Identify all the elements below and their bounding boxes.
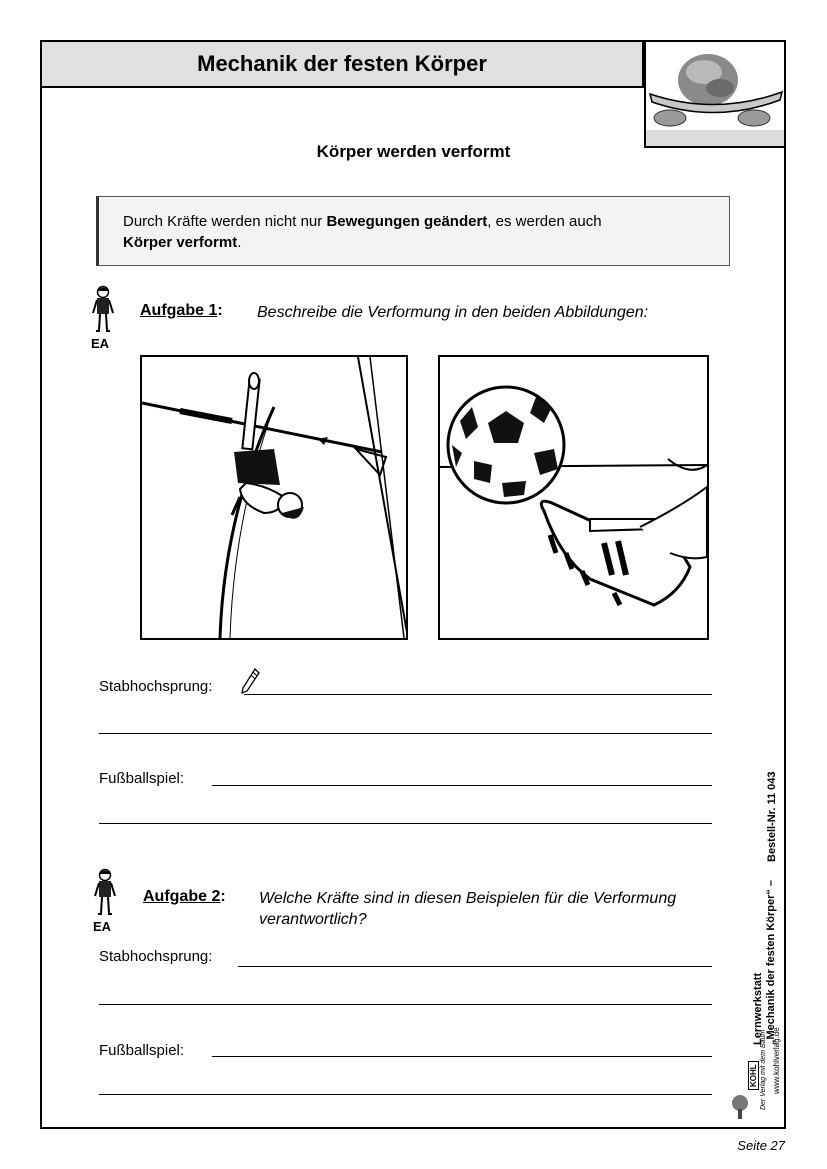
publisher-slogan: Der Verlag mit dem Baum	[760, 1029, 767, 1110]
series-label	[752, 880, 778, 1045]
student-icon	[88, 285, 118, 335]
info-text: Durch Kräfte werden nicht nur	[123, 213, 327, 230]
student-icon	[90, 868, 120, 918]
task-2-title-text: Aufgabe 2	[143, 888, 221, 905]
field-label-pole-vault: Stabhochsprung:	[99, 678, 213, 695]
field-label-soccer: Fußballspiel:	[99, 770, 185, 787]
ea-label: EA	[93, 919, 112, 934]
tree-logo-icon	[728, 1094, 750, 1120]
answer-line-2-soccer[interactable]	[99, 823, 712, 824]
answer-line-4-pole-vault[interactable]	[99, 1004, 712, 1005]
answer-line-3-pole-vault[interactable]	[238, 966, 712, 967]
task-2-colon: :	[220, 888, 226, 905]
info-highlight: Körper verformt	[123, 234, 238, 251]
task-1-title-text: Aufgabe 1	[140, 302, 218, 319]
task-1-title	[140, 302, 223, 320]
page-number: Seite 27	[737, 1138, 785, 1153]
task-1-text: Beschreibe die Verformung in den beiden Abbildungen:	[257, 304, 649, 321]
publisher-logo: KOHL	[748, 1061, 759, 1090]
answer-line-1-soccer[interactable]	[212, 785, 712, 786]
pole-vault-image	[140, 355, 408, 640]
info-box	[96, 196, 730, 266]
task-2-text-line-1: Welche Kräfte sind in diesen Beispielen für die Verformung	[259, 890, 677, 907]
task-2-text	[259, 888, 676, 930]
series-name: Lernwerkstatt	[752, 972, 764, 1045]
soccer-image	[438, 355, 709, 640]
task-1-colon: :	[217, 302, 223, 319]
field-label-soccer: Fußballspiel:	[99, 1042, 185, 1059]
pencil-icon	[240, 667, 260, 695]
stone-on-board-icon	[646, 42, 784, 134]
workshop-title: „Mechanik der festen Körper“ –	[765, 879, 777, 1045]
task-2-text-line-2: verantwortlich?	[259, 911, 367, 928]
page-title: Mechanik der festen Körper	[197, 51, 487, 76]
ea-label: EA	[91, 336, 110, 351]
answer-line-2-pole-vault[interactable]	[99, 733, 712, 734]
pole-vault-icon	[142, 357, 406, 638]
info-text: .	[237, 234, 242, 251]
order-number: Bestell-Nr. 11 043	[766, 771, 778, 862]
header-illustration	[644, 40, 786, 148]
task-2-title	[143, 888, 226, 906]
header-bar	[40, 40, 644, 88]
publisher-url: www.kohlverlag.de	[772, 1027, 781, 1094]
soccer-icon	[440, 357, 707, 638]
info-highlight: Bewegungen geändert	[326, 213, 488, 230]
subtitle: Körper werden verformt	[316, 142, 511, 161]
field-label-pole-vault: Stabhochsprung:	[99, 948, 213, 965]
answer-line-4-soccer[interactable]	[99, 1094, 712, 1095]
answer-line-3-soccer[interactable]	[212, 1056, 712, 1057]
info-text: , es werden auch	[487, 213, 602, 230]
answer-line-1-pole-vault[interactable]	[244, 694, 712, 695]
